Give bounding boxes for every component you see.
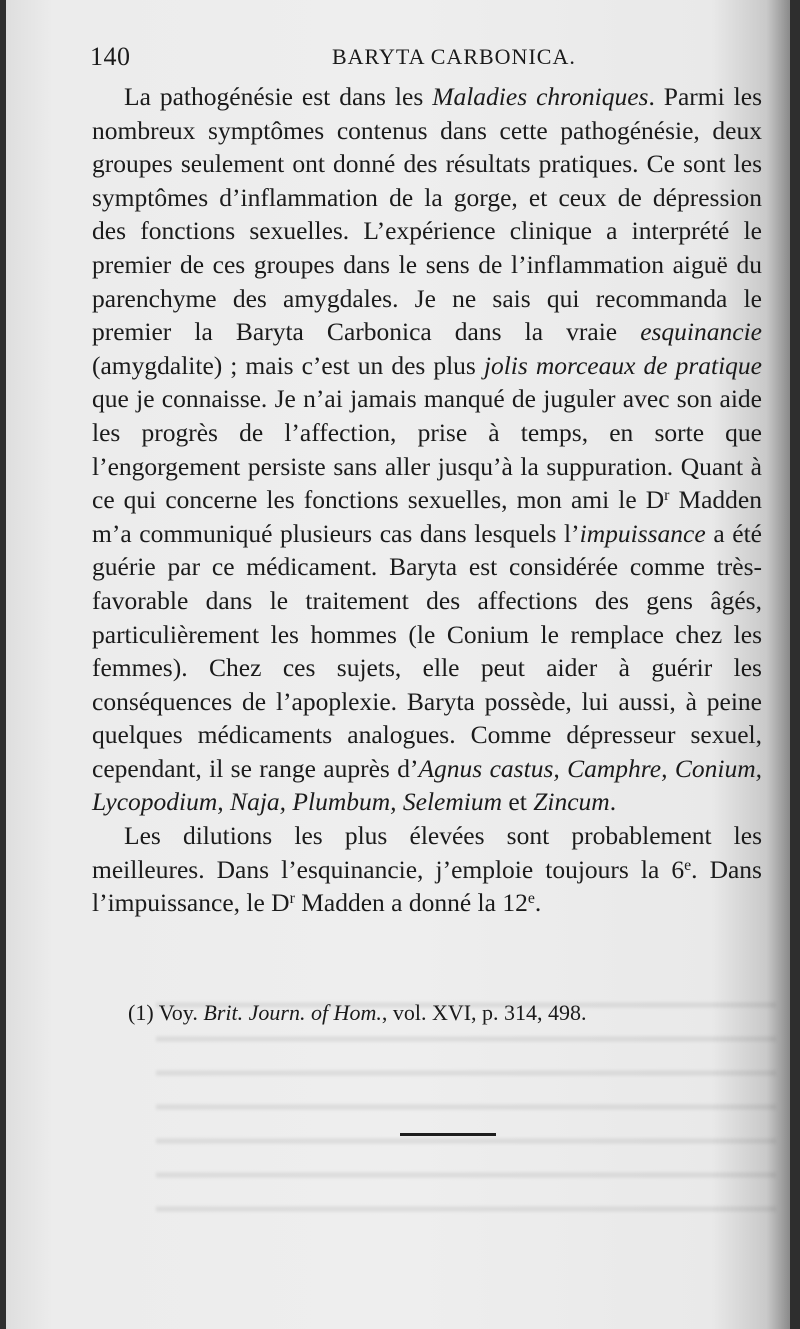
footnote: (1) Voy. Brit. Journ. of Hom., vol. XVI, p. 314, 498.: [128, 1000, 587, 1025]
page-number: 140: [90, 42, 131, 71]
footnote-marker: (1): [128, 1000, 154, 1025]
paragraph-dilutions: Les dilutions les plus élevées sont probablement les meilleures. Dans l’esquinancie, j’emploie toujours la 6e. Dans l’impuissance, le $D^r$ Madden a donné la 12e.: [92, 821, 762, 918]
body-text: [92, 80, 762, 920]
running-title: BARYTA CARBONICA.: [332, 44, 576, 69]
book-page: [6, 0, 790, 1329]
section-rule: [400, 1133, 496, 1136]
paragraph-pathogenesis: La pathogénésie est dans les Maladies chroniques. Parmi les nombreux symptômes contenus dans cette pathogénésie, deux groupes seulement ont donné des résultats pratiques. Ce sont les symptômes d’inflammation de la gorge, et ceux de dépression des fonctions sexuelles. L’expérience clinique a interprété le premier de ces groupes dans le sens de l’inflammation aiguë du parenchyme des amygdales. Je ne sais qui recommanda le premier la Baryta Carbonica dans la vraie esquinancie (amygdalite) ; mais c’est un des plus jolis morceaux de pratique que je connaisse. Je n’ai jamais manqué de juguler avec son aide les progrès de l’affection, prise à temps, en sorte que l’engorgement persiste sans aller jusqu’à la suppuration. Quant à ce qui concerne les fonctions sexuelles, mon ami le $D^r$ Madden m’a communiqué plusieurs cas dans lesquels l’impuissance a été guérie par ce médicament. Baryta est considérée comme très-favorable dans le traitement des affections des gens âgés, particulièrement les hommes (le Conium le remplace chez les femmes). Chez ces sujets, elle peut aider à guérir les conséquences de l’apoplexie. Baryta possède, lui aussi, à peine quelques médicaments analogues. Comme dépresseur sexuel, cependant, il se range auprès d’Agnus castus, Camphre, Conium, Lycopodium, Naja, Plumbum, Selemium et Zincum.: [92, 82, 763, 817]
page-header: [90, 42, 750, 74]
